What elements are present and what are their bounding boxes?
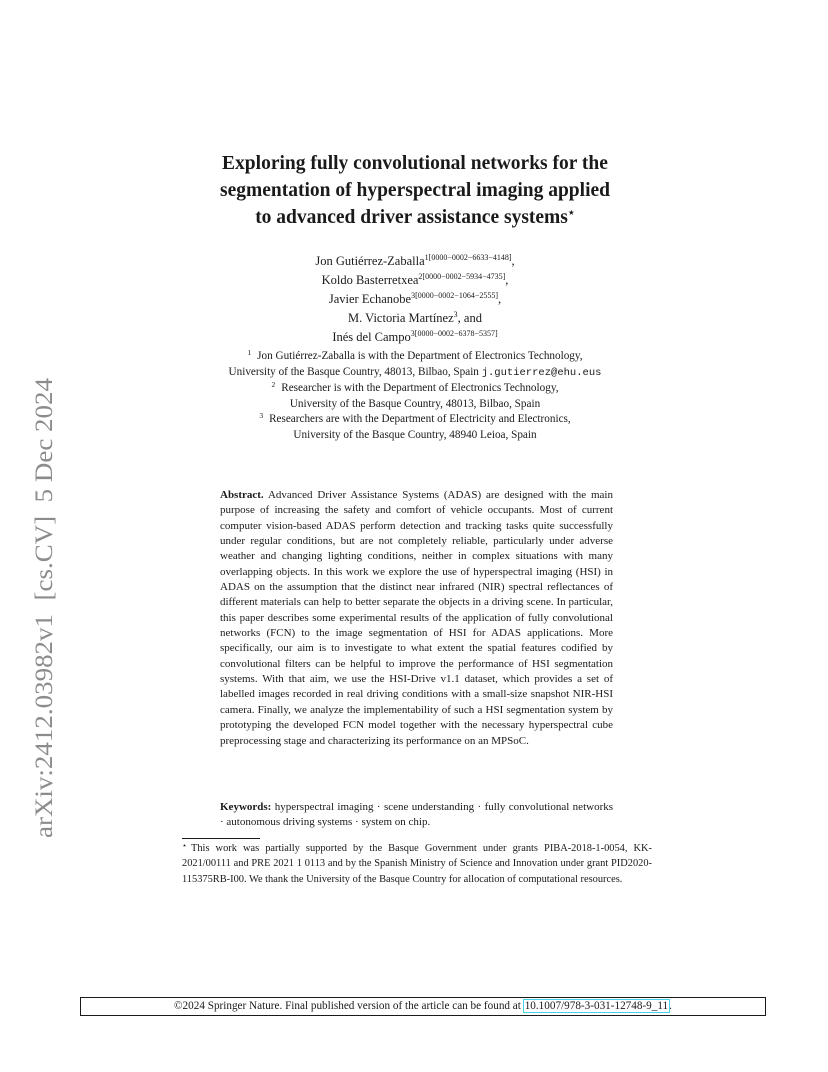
doi-link[interactable]: 10.1007/978-3-031-12748-9_11 — [524, 1000, 669, 1012]
author-name: M. Victoria Martínez — [348, 311, 454, 325]
author — [200, 328, 630, 347]
title-line: Exploring fully convolutional networks for the — [222, 153, 608, 174]
affiliation-mark: 2 — [271, 380, 276, 390]
affiliations — [180, 349, 650, 444]
title-line: segmentation of hyperspectral imaging applied — [220, 180, 610, 201]
author-orcid: 3[0000−0002−6378−5357] — [410, 329, 498, 338]
author-separator: , and — [457, 311, 482, 325]
footnote-text: This work was partially supported by the Basque Government under grants PIBA-2018-1-0054, KK-2021/00111 and PRE 2021 1 0113 and by the Spanish Ministry of Science and Innovation under grant PID2020-115375RB-I00. We thank the University of the Basque Country for allocation of computational resources. — [182, 843, 652, 885]
author-separator: , — [511, 254, 515, 268]
author-orcid: 1[0000−0002−6633−4148] — [424, 253, 512, 262]
author-name: Javier Echanobe — [328, 292, 412, 306]
arxiv-identifier — [22, 377, 68, 840]
affiliation-line — [180, 412, 650, 428]
arxiv-identifier-text: arXiv:2412.03982v1 [cs.CV] 5 Dec 2024 — [31, 411, 58, 838]
footnote-mark: ⋆ — [182, 841, 188, 850]
affiliation-text: University of the Basque Country, 48013, Bilbao, Spain — [289, 397, 541, 410]
publication-notice-end: . — [669, 1000, 672, 1012]
abstract-text: Advanced Driver Assistance Systems (ADAS) are designed with the main purpose of increasing the safety and comfort of vehicle occupants. Most of current computer vision-based ADAS perform detection and tracking tasks quite successfully under regular conditions, but are not completely reliable, particularly under adverse weather and changing lighting conditions, neither in complex situations with many overlapping objects. In this work we explore the use of hyperspectral imaging (HSI) in ADAS on the assumption that the distinct near infrared (NIR) spectral reflectances of different materials can help to better separate the objects in a driving scene. In particular, this paper describes some experimental results of the application of fully convolutional networks (FCN) to the image segmentation of HSI for ADAS applications. More specifically, our aim is to investigate to what extent the spatial features codified by convolutional filters can be helpful to improve the performance of HSI segmentation systems. With that aim, we use the HSI-Drive v1.1 dataset, which provides a set of labelled images recorded in real driving conditions with a small-size snapshot NIR-HSI camera. Finally, we analyze the implementability of such a HSI segmentation system by prototyping the developed FCN model together with the necessary hyperspectral cube preprocessing stage and characterizing its performance on an MPSoC. — [220, 489, 613, 747]
affiliation-text: University of the Basque Country, 48940 Leioa, Spain — [293, 428, 537, 441]
author-name: Koldo Basterretxea — [321, 273, 419, 287]
keywords-label: Keywords: — [220, 801, 272, 813]
affiliation-line — [180, 428, 650, 444]
keywords — [220, 800, 613, 831]
author-list — [200, 252, 630, 347]
affiliation-line — [180, 365, 650, 382]
affiliation-text: Researchers are with the Department of Electricity and Electronics, — [269, 413, 571, 426]
affiliation-mark: 1 — [247, 348, 252, 357]
author-name: Jon Gutiérrez-Zaballa — [315, 254, 425, 268]
author-orcid: 2[0000−0002−5934−4735] — [418, 272, 506, 281]
title-line — [150, 204, 680, 231]
publication-notice — [80, 997, 766, 1016]
author-orcid: 3[0000−0002−1064−2555] — [411, 291, 498, 300]
author-email: j.gutierrez@ehu.eus — [481, 366, 602, 379]
affiliation-text: Researcher is with the Department of Electronics Technology, — [281, 382, 559, 395]
affiliation-mark: 3 — [259, 411, 264, 421]
author — [200, 271, 630, 290]
author — [200, 290, 630, 309]
author — [200, 252, 630, 271]
affiliation-line — [180, 381, 650, 397]
paper-title — [150, 150, 680, 231]
affiliation-line — [180, 349, 650, 365]
author — [200, 309, 630, 328]
title-footnote-mark: ⋆ — [567, 207, 575, 219]
affiliation-line — [180, 397, 650, 413]
abstract — [220, 488, 613, 749]
keywords-text: hyperspectral imaging · scene understanding · fully convolutional networks · autonomous driving systems · system on chip. — [220, 801, 614, 829]
funding-footnote — [182, 841, 652, 887]
author-orcid: 3 — [453, 310, 458, 319]
author-separator: , — [498, 292, 502, 306]
publication-notice-text: ©2024 Springer Nature. Final published version of the article can be found at — [174, 1000, 521, 1012]
title-line-text: to advanced driver assistance systems — [255, 207, 568, 228]
affiliation-text: University of the Basque Country, 48013, Bilbao, Spain — [228, 365, 479, 378]
footnote-divider — [182, 838, 260, 839]
affiliation-text: Jon Gutiérrez-Zaballa is with the Department of Electronics Technology, — [257, 350, 583, 362]
author-name: Inés del Campo — [332, 330, 411, 344]
author-separator: , — [505, 273, 509, 287]
abstract-label: Abstract. — [220, 489, 264, 501]
